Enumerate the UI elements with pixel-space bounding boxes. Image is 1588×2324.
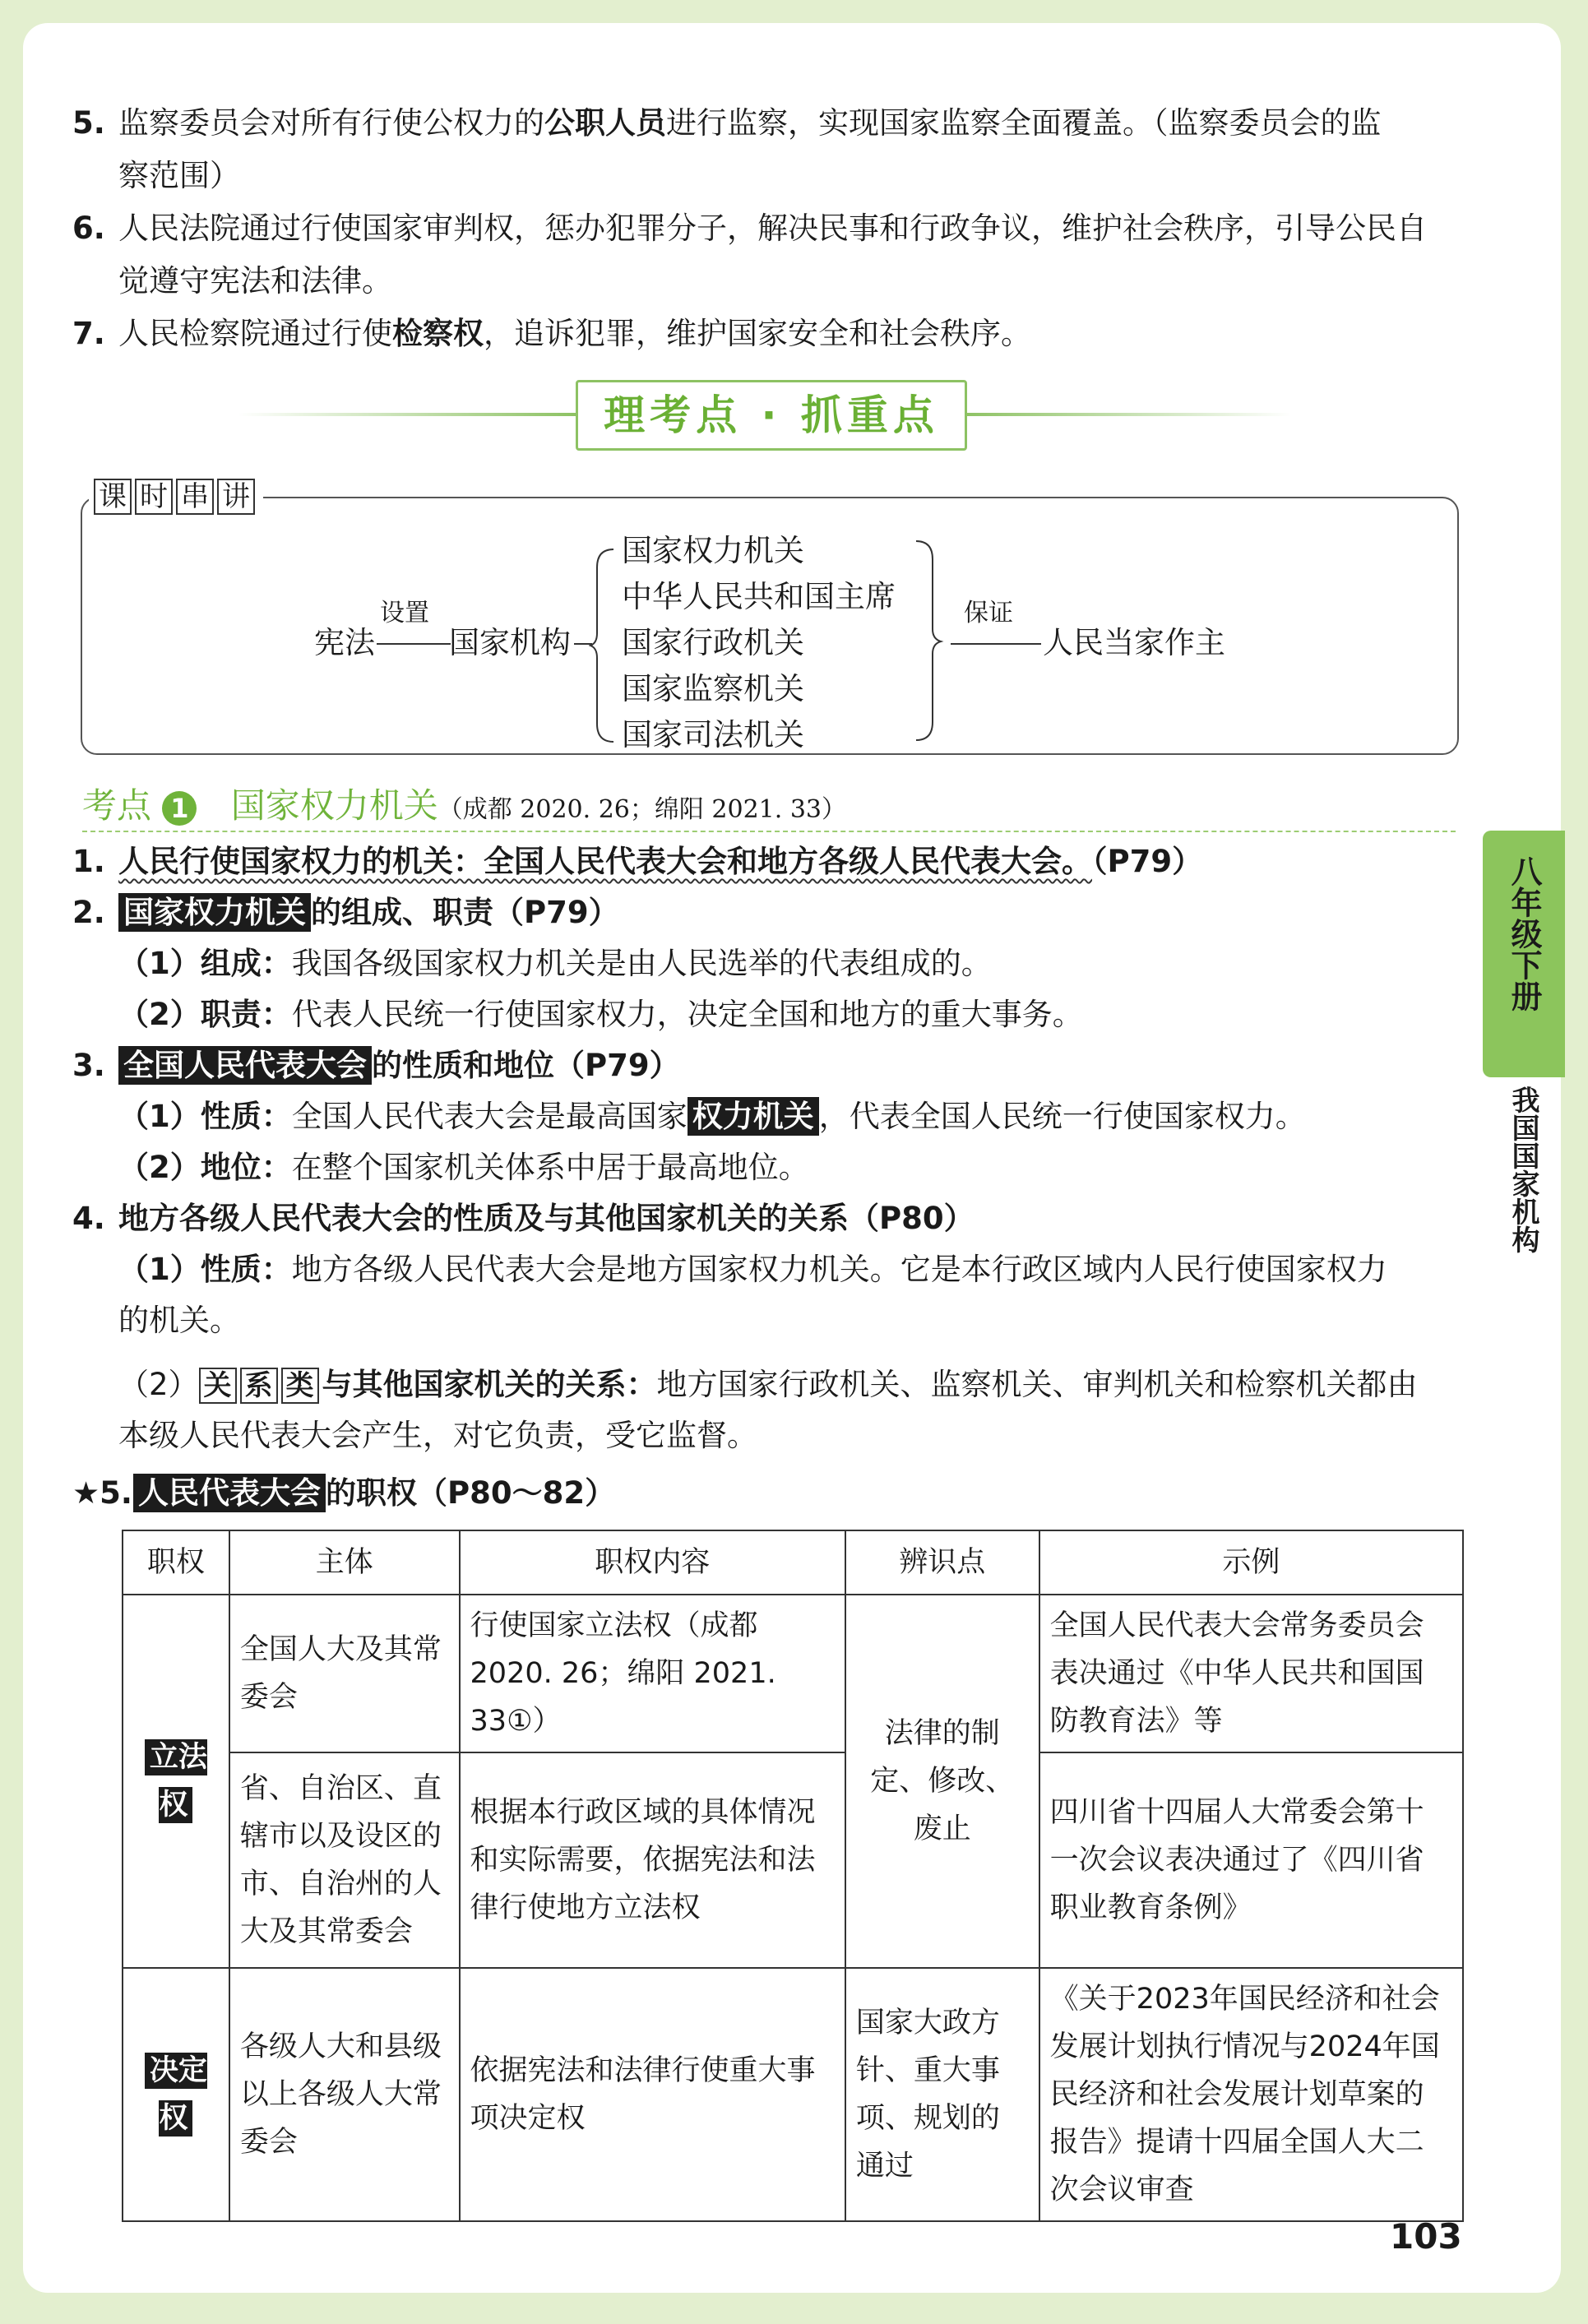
table-header: 示例 bbox=[1039, 1530, 1463, 1595]
point-item-4a: （1）性质：地方各级人民代表大会是地方国家权力机关。它是本行政区域内人民行使国家权力 bbox=[118, 1252, 1387, 1287]
chapter-title: 我国国家机构 bbox=[1507, 1086, 1539, 1253]
table-cell: 《关于2023年国民经济和社会发展计划执行情况与2024年国民经济和社会发展计划草案的报告》提请十四届全国人大二次会议审查 bbox=[1039, 1968, 1463, 2221]
item-7: 7. 人民检察院通过行使检察权，追诉犯罪，维护国家安全和社会秩序。 bbox=[72, 316, 1031, 351]
branch-judicial: 国家司法机关 bbox=[622, 717, 804, 752]
table-cell: 全国人民代表大会常务委员会表决通过《中华人民共和国国防教育法》等 bbox=[1039, 1595, 1463, 1752]
diagram-arrow-label-guarantee: 保证 bbox=[964, 599, 1013, 627]
table-row bbox=[123, 1595, 1463, 1752]
item-6-line2: 觉遵守宪法和法律。 bbox=[118, 263, 392, 299]
table-cell: 省、自治区、直辖市以及设区的市、自治州的人大及其常委会 bbox=[229, 1752, 460, 1968]
row-label-legislative: 立法权 bbox=[123, 1595, 229, 1968]
item-6: 6. 人民法院通过行使国家审判权，惩办犯罪分子，解决民事和行政争议，维护社会秩序，引导公民自 bbox=[72, 211, 1427, 246]
diagram-arrow-label-set: 设置 bbox=[380, 599, 429, 627]
branch-supervisory: 国家监察机关 bbox=[622, 671, 804, 706]
table-cell: 行使国家立法权（成都 2020. 26；绵阳 2021. 33①） bbox=[460, 1595, 845, 1752]
powers-table bbox=[122, 1530, 1464, 2222]
point-item-1: 1. 人民行使国家权力的机关：全国人民代表大会和地方各级人民代表大会。（P79） bbox=[72, 844, 1203, 879]
table-header: 职权内容 bbox=[460, 1530, 845, 1595]
diagram-state-organs: 国家机构 bbox=[449, 625, 571, 660]
table-header-row bbox=[123, 1530, 1463, 1595]
point-item-5: ★5. 人民代表大会 的职权（P80～82） bbox=[72, 1475, 616, 1511]
point-item-4a-line2: 的机关。 bbox=[118, 1303, 240, 1338]
point-heading: 考点 1 国家权力机关（成都 2020. 26；绵阳 2021. 33） bbox=[82, 785, 847, 826]
banner-rule-left bbox=[238, 413, 576, 416]
branch-administrative: 国家行政机关 bbox=[622, 625, 804, 660]
section-banner: 理考点 · 抓重点 bbox=[576, 380, 967, 451]
point-number-badge: 1 bbox=[162, 791, 197, 826]
diagram-people-master: 人民当家作主 bbox=[1043, 625, 1225, 660]
diagram-constitution: 宪法 bbox=[314, 625, 375, 660]
grade-tab[interactable]: 八年级下册 bbox=[1483, 831, 1565, 1077]
table-row bbox=[123, 1968, 1463, 2221]
point-item-3b: （2）地位：在整个国家机关体系中居于最高地位。 bbox=[118, 1150, 809, 1185]
table-cell: 全国人大及其常委会 bbox=[229, 1595, 460, 1752]
diagram-arrow-1 bbox=[377, 643, 451, 645]
point-item-3a: （1）性质：全国人民代表大会是最高国家 权力机关 ，代表全国人民统一行使国家权力。 bbox=[118, 1099, 1306, 1134]
branch-legislature: 国家权力机关 bbox=[622, 533, 804, 568]
point-item-4b-line2: 本级人民代表大会产生，对它负责，受它监督。 bbox=[118, 1418, 757, 1453]
table-cell: 各级人大和县级以上各级人大常委会 bbox=[229, 1968, 460, 2221]
table-header: 职权 bbox=[123, 1530, 229, 1595]
table-cell: 法律的制定、修改、废止 bbox=[845, 1595, 1039, 1968]
banner-rule-right bbox=[962, 413, 1291, 416]
review-title: 课 时 串 讲 bbox=[89, 479, 263, 515]
table-cell: 依据宪法和法律行使重大事项决定权 bbox=[460, 1968, 845, 2221]
page-number: 103 bbox=[1390, 2216, 1462, 2257]
item-5-line2: 察范围） bbox=[118, 158, 240, 193]
diagram-arrow-2 bbox=[951, 643, 1041, 645]
point-divider bbox=[82, 831, 1456, 832]
table-cell: 根据本行政区域的具体情况和实际需要，依据宪法和法律行使地方立法权 bbox=[460, 1752, 845, 1968]
table-cell: 四川省十四届人大常委会第十一次会议表决通过了《四川省职业教育条例》 bbox=[1039, 1752, 1463, 1968]
table-row bbox=[123, 1752, 1463, 1968]
point-item-2: 2. 国家权力机关 的组成、职责（P79） bbox=[72, 895, 619, 930]
table-header: 辨识点 bbox=[845, 1530, 1039, 1595]
table-header: 主体 bbox=[229, 1530, 460, 1595]
diagram-right-bracket bbox=[913, 535, 946, 748]
point-item-4: 4. 地方各级人民代表大会的性质及与其他国家机关的关系（P80） bbox=[72, 1201, 975, 1236]
table-cell: 国家大政方针、重大事项、规划的通过 bbox=[845, 1968, 1039, 2221]
point-item-2a: （1）组成：我国各级国家权力机关是由人民选举的代表组成的。 bbox=[118, 946, 992, 981]
point-item-2b: （2）职责：代表人民统一行使国家权力，决定全国和地方的重大事务。 bbox=[118, 997, 1083, 1032]
point-item-4b: （2） 关 系 类 与其他国家机关的关系：地方国家行政机关、监察机关、审判机关和检察机关都由 bbox=[118, 1367, 1418, 1402]
item-5: 5. 监察委员会对所有行使公权力的公职人员进行监察，实现国家监察全面覆盖。（监察委员会的监 bbox=[72, 105, 1382, 141]
point-item-3: 3. 全国人民代表大会 的性质和地位（P79） bbox=[72, 1048, 680, 1083]
diagram-left-bracket bbox=[589, 543, 622, 748]
branch-president: 中华人民共和国主席 bbox=[622, 579, 896, 614]
row-label-decision: 决定权 bbox=[123, 1968, 229, 2221]
